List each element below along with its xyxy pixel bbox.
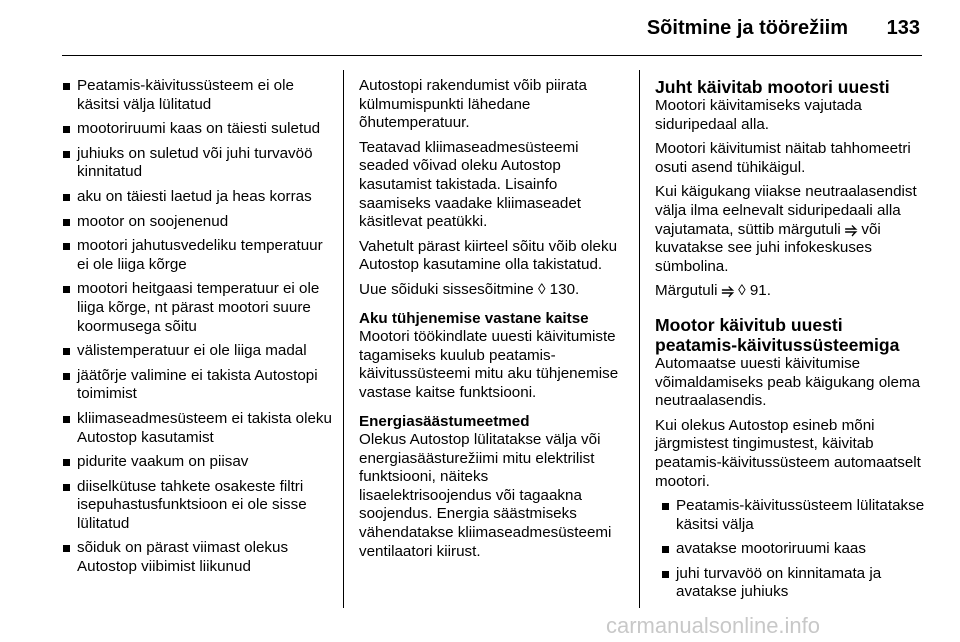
bullet-icon [63,151,70,158]
list-item: mootor on soojenenud [62,213,334,232]
column-3 [655,77,925,608]
bullet-icon [662,546,669,553]
paragraph: Vahetult pärast kiirteel sõitu võib oleku Autostop kasutamine olla takistatud. [359,237,618,274]
list-item: diiselkütuse tahkete osakeste filtri isepuhastusfunktsioon ei ole sisse lülitatud [62,478,334,534]
bullet-icon [63,459,70,466]
paragraph: Kui käigukang viiakse neutraalasendist välja ilma eelnevalt siduripedaali alla vajutamata, süttib märgutuli ⥤ või kuvatakse see juhi infokeskuses sümbolina. [655,183,917,275]
list-item: avatakse mootoriruumi kaas [661,540,925,559]
column-1 [62,77,334,583]
page-number: 133 [886,17,920,39]
bullet-icon [63,243,70,250]
bullet-icon [63,286,70,293]
list-item: Peatamis-käivitussüsteem lülitatakse käsitsi välja [661,497,925,534]
list-item: välistemperatuur ei ole liiga madal [62,342,334,361]
paragraph: Mootori käivitumist näitab tahhomeetri osuti asend tühikäigul. [655,140,911,176]
list-item: jäätõrje valimine ei takista Autostopi toimimist [62,367,334,404]
section-heading: Mootor käivitub uuesti peatamis-käivitussüsteemiga [655,314,900,355]
paragraph: Mootori käivitamiseks vajutada siduripedaal alla. [655,97,862,133]
paragraph: Teatavad kliimaseadmesüsteemi seaded võivad oleku Autostop kasutamist takistada. Lisainfo saamiseks vaadake kliimaseadet käsitlevat peatükki. [359,138,582,231]
bullet-icon [63,348,70,355]
paragraph: Märgutuli ⥤ ◊ 91. [655,282,771,300]
bullet-icon [63,194,70,201]
bullet-icon [63,373,70,380]
paragraph: Automaatse uuesti käivitumise võimaldamiseks peab käigukang olema neutraalasendis. [655,354,921,410]
section-heading: Energiasäästumeetmed [359,412,530,430]
list-item: sõiduk on pärast viimast olekus Autostop viibimist liikunud [62,539,334,576]
bullet-icon [63,484,70,491]
conditions-list [62,77,334,577]
cross-reference: Uue sõiduki sissesõitmine ◊ 130. [359,280,580,298]
paragraph: Mootori töökindlate uuesti käivitumiste tagamiseks kuulub peatamis-käivitussüsteemi mitu aku tühjenemise vastase kaitse funktsiooni. [359,328,619,401]
shift-indicator-icon: ⥤ [844,220,858,238]
bullet-icon [662,571,669,578]
paragraph: Olekus Autostop lülitatakse välja või energiasäästurežiimi mitu elektrilist funktsiooni, näiteks lisaelektrisoojendus või tagaakna soojendus. Energia säästmiseks vähendatakse kliimaseadmesüsteemi ventilaatori kiirust. [359,431,612,560]
bullet-icon [63,219,70,226]
list-item: mootoriruumi kaas on täiesti suletud [62,120,334,139]
paragraph: Kui olekus Autostop esineb mõni järgmistest tingimustest, käivitab peatamis-käivitussüsteem automaatselt mootori. [655,416,921,490]
list-item: pidurite vaakum on piisav [62,453,334,472]
bullet-icon [63,416,70,423]
watermark: carmanualsonline.info [606,613,821,638]
page-header [0,0,960,56]
bullet-icon [63,126,70,133]
page-title: Sõitmine ja töörežiim [646,17,848,39]
column-divider-1 [343,70,344,608]
header-divider [62,55,922,56]
list-item: mootori heitgaasi temperatuur ei ole liiga kõrge, nt pärast mootori suure koormusega sõitu [62,280,334,336]
list-item: juhiuks on suletud või juhi turvavöö kinnitatud [62,145,334,182]
bullet-icon [63,545,70,552]
list-item: Peatamis-käivitussüsteem ei ole käsitsi välja lülitatud [62,77,334,114]
section-heading: Aku tühjenemise vastane kaitse [359,309,589,327]
list-item: aku on täiesti laetud ja heas korras [62,188,334,207]
bullet-icon [662,503,669,510]
paragraph: Autostopi rakendumist võib piirata külmumispunkti lähedane õhutemperatuur. [359,77,587,132]
shift-indicator-icon: ⥤ [721,282,734,300]
bullet-icon [63,83,70,90]
list-item: juhi turvavöö on kinnitamata ja avatakse juhiuks [661,565,925,602]
column-divider-2 [639,70,640,608]
section-heading: Juht käivitab mootori uuesti [655,77,890,97]
column-2 [359,77,623,567]
list-item: kliimaseadmesüsteem ei takista oleku Autostop kasutamist [62,410,334,447]
list-item: mootori jahutusvedeliku temperatuur ei ole liiga kõrge [62,237,334,274]
restart-conditions-list [661,497,925,602]
